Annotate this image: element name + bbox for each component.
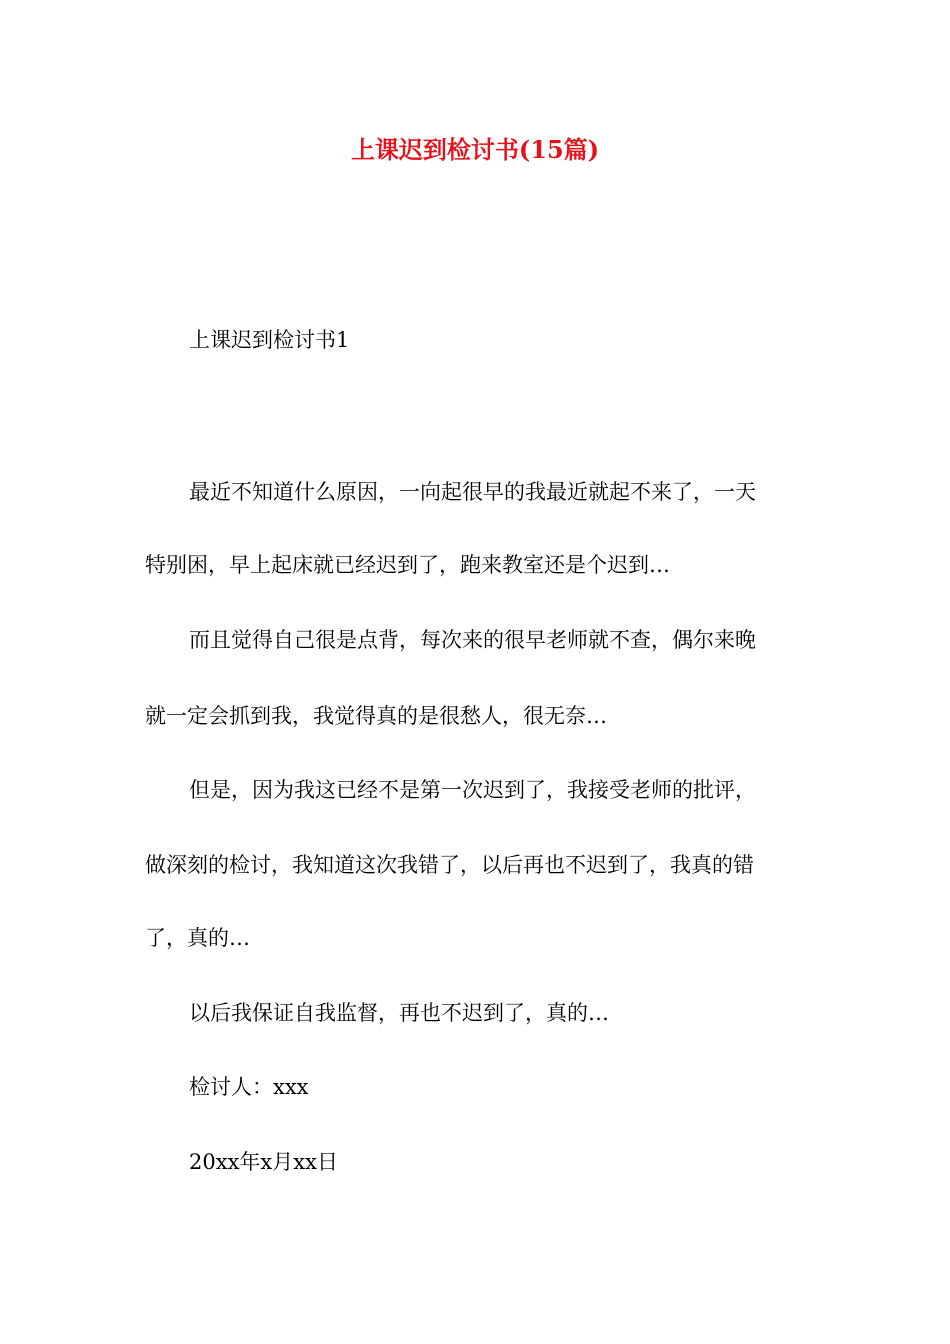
paragraph-line: 以后我保证自我监督，再也不迟到了，真的… [189, 1001, 609, 1025]
document-title: 上课迟到检讨书(15篇) [350, 135, 600, 164]
paragraph-line: 了，真的… [145, 926, 250, 950]
paragraph-line: 特别困，早上起床就已经迟到了，跑来教室还是个迟到… [145, 553, 670, 577]
signature: 检讨人：xxx [189, 1075, 309, 1099]
date: 20xx年x月xx日 [189, 1150, 338, 1174]
paragraph-line: 就一定会抓到我，我觉得真的是很愁人，很无奈… [145, 704, 607, 728]
paragraph-line: 但是，因为我这已经不是第一次迟到了，我接受老师的批评， [189, 778, 756, 802]
paragraph-line: 最近不知道什么原因，一向起很早的我最近就起不来了，一天 [189, 480, 756, 504]
paragraph-line: 做深刻的检讨，我知道这次我错了，以后再也不迟到了，我真的错 [145, 853, 754, 877]
section-heading: 上课迟到检讨书1 [189, 328, 350, 352]
paragraph-line: 而且觉得自己很是点背，每次来的很早老师就不查，偶尔来晚 [189, 628, 756, 652]
